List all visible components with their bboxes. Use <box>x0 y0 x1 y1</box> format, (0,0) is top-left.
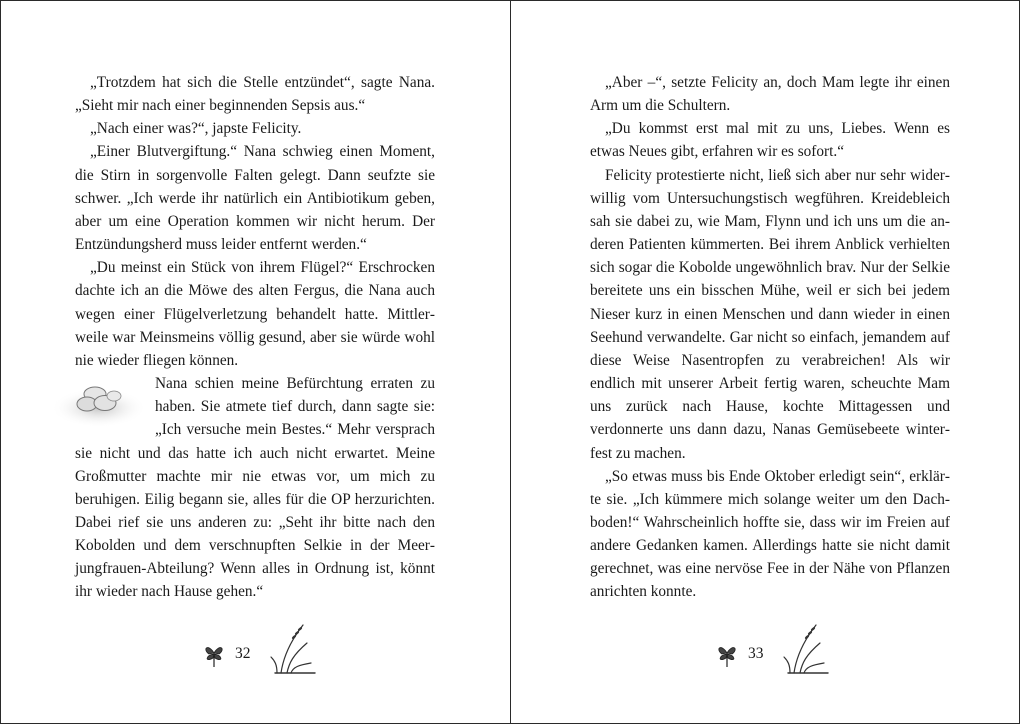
right-page-footer <box>712 619 852 675</box>
clover-icon <box>199 639 229 669</box>
clover-icon <box>712 639 742 669</box>
paragraph: „Einer Blutvergiftung.“ Nana schwieg einen Moment, die Stirn in sorgenvolle Falten gelegt. Dann seufzte sie schwer. „Ich werde ihr natürlich ein Antibiotikum geben, aber um eine Operation kommen wir nicht herum. Der Entzündungsherd muss leider entfernt werden.“ <box>75 143 435 254</box>
paragraph: Nana schien meine Befürchtung erraten zu haben. Sie atmete tief durch, dann sagte sie: „Ich versuche mein Bestes.“ Mehr versprach sie nicht und das hatte ich auch nicht erwartet. Meine Großmutter machte mir nie etwas vor, um mich zu beruhigen. Eilig begann sie, alles für die OP herzurichten. Dabei rief sie uns anderen zu: „Seht ihr bitte nach den Kobolden und dem verschnupften Selkie in der Meerjungfrauen-Abteilung? Wenn alles in Ordnung ist, könnt ihr wieder nach Hause gehen.“ <box>75 375 435 601</box>
page-number: 33 <box>748 645 764 662</box>
grass-icon <box>267 619 319 675</box>
paragraph: Felicity protestierte nicht, ließ sich aber nur sehr widerwillig vom Untersuchungstisch wegführen. Kreidebleich sah sie dabei zu, wie Mam, Flynn und ich uns um die anderen Patienten kümmerten. Bei ihrem Anblick verhielten sich sogar die Kobolde ungewöhnlich brav. Nur der Selkie bereitete uns ein bisschen Mühe, weil er sich bei jedem Nieser kurz in einen Menschen und dann wieder in einen Seehund verwandelte. Gar nicht so einfach, jemandem auf diese Weise Nasentropfen zu verabreichen! Als wir endlich mit unserer Arbeit fertig waren, scheuchte Mam uns zurück nach Hause, kochte Mittagessen und verdonnerte uns dann dazu, Nanas Gemüsebeete winterfest zu machen. <box>590 166 950 462</box>
paragraph: „Trotzdem hat sich die Stelle entzündet“, sagte Nana. „Sieht mir nach einer beginnenden Sepsis aus.“ <box>75 74 435 115</box>
stones-illustration <box>47 376 147 428</box>
grass-icon <box>780 619 832 675</box>
page-number: 32 <box>235 645 251 662</box>
page-divider <box>510 1 511 723</box>
right-page-text <box>590 71 950 604</box>
left-page-text <box>75 71 435 604</box>
paragraph: „Du kommst erst mal mit zu uns, Liebes. Wenn es etwas Neues gibt, erfahren wir es sofort.“ <box>590 120 950 161</box>
left-page-footer <box>199 619 339 675</box>
paragraph: „Aber –“, setzte Felicity an, doch Mam legte ihr einen Arm um die Schultern. <box>590 74 950 115</box>
paragraph: „Nach einer was?“, japste Felicity. <box>90 120 302 138</box>
paragraph: „Du meinst ein Stück von ihrem Flügel?“ Erschrocken dachte ich an die Möwe des alten Fergus, die Nana auch wegen einer Flügelverletzung behandelt hatte. Mittlerweile war Meinsmeins völlig gesund, aber sie würde wohl nie wieder fliegen können. <box>75 259 435 369</box>
paragraph: „So etwas muss bis Ende Oktober erledigt sein“, erklärte sie. „Ich kümmere mich solange weiter um den Dachboden!“ Wahrscheinlich hoffte sie, dass wir im Freien auf andere Gedanken kamen. Allerdings hatte sie nicht damit gerechnet, was eine nervöse Fee in der Nähe von Pflanzen anrichten konnte. <box>590 467 950 601</box>
